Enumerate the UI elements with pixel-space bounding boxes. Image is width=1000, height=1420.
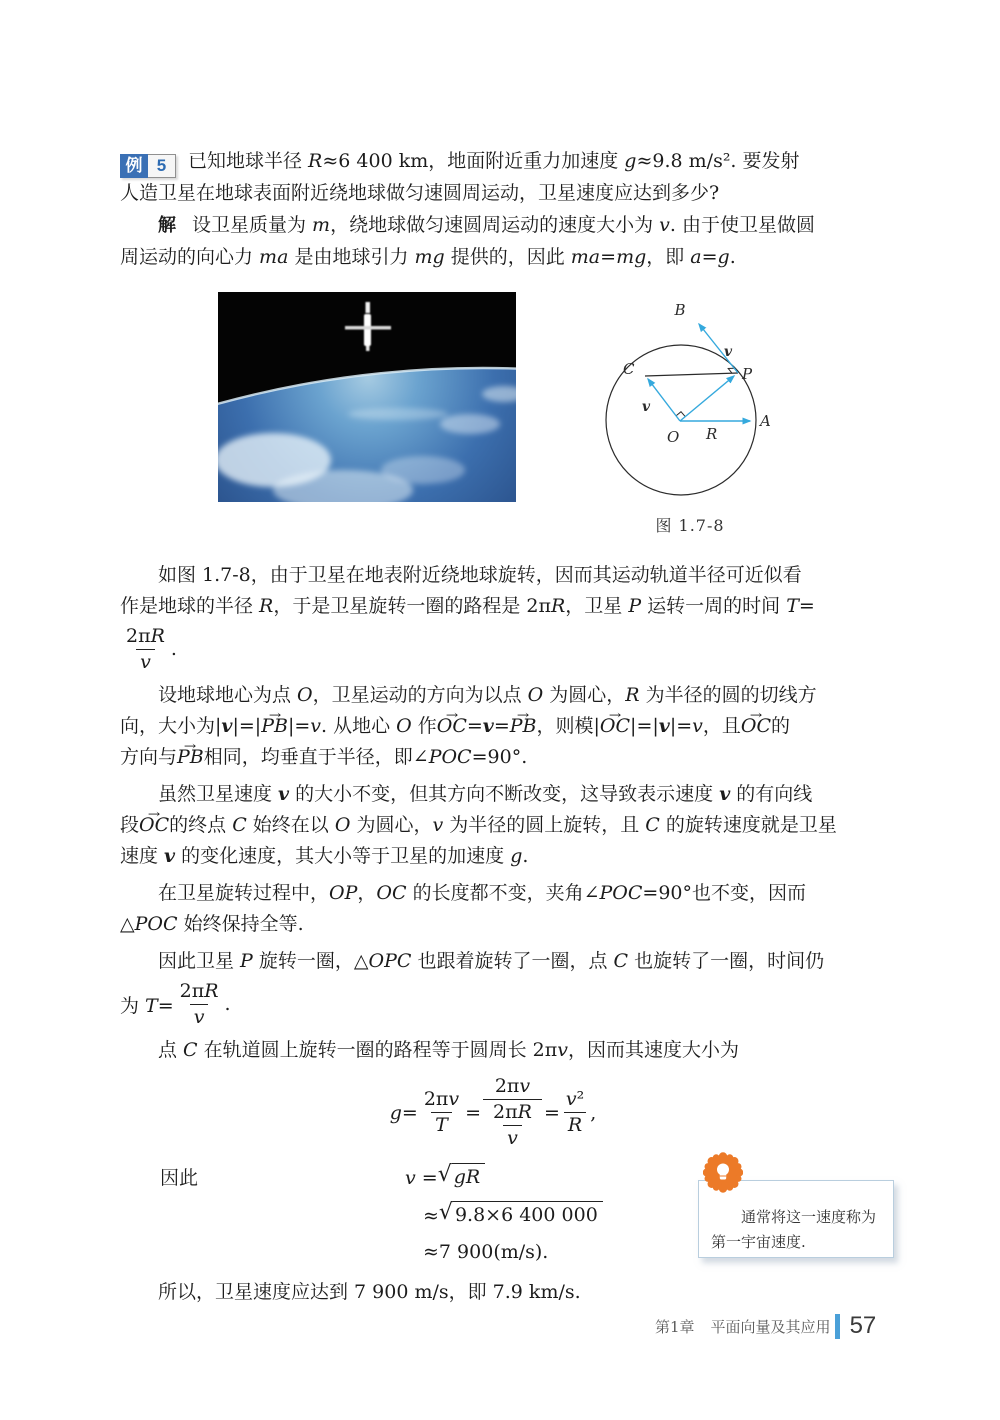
- p4-line-1: 在卫星旋转过程中，OP，OC 的长度都不变，夹角∠POC=90°也不变，因而: [158, 882, 807, 904]
- right-angle-at-P: [728, 368, 734, 373]
- chord-CP: [645, 373, 738, 376]
- footer-book-title: 平面向量及其应用: [710, 1317, 831, 1336]
- radius-vector-OP: [680, 376, 734, 421]
- label-B: B: [674, 301, 686, 319]
- formula-g: g= $\frac{2\pi v}{T}$ = $\frac{2\pi v}{\frac{2\pi R}{v}}$ = $\frac{\text{v²}}{R}$ ,: [389, 1075, 597, 1149]
- p1-line-2: 作是地球的半径 R，于是卫星旋转一圈的路程是 2πR，卫星 P 运转一周的时间 T=: [120, 595, 815, 617]
- p2-line-1: 设地球地心为点 O，卫星运动的方向为以点 O 为圆心，R 为半径的圆的切线方: [158, 684, 817, 706]
- p1-fraction-line: $\frac{2\pi R}{v}$ .: [120, 622, 890, 676]
- solution-line-2: 周运动的向心力 ma 是由地球引力 mg 提供的，因此 ma=mg，即 a=g.: [120, 246, 736, 268]
- page-footer: [655, 1312, 876, 1340]
- velocity-vector-OC: [648, 379, 680, 421]
- sqrt-9.8x6400000: √ 9.8×6 400 000: [439, 1201, 603, 1226]
- derivation-line-3: ≈7 900(m/s).: [423, 1241, 549, 1263]
- p6-line-1: 点 C 在轨道圆上旋转一圈的路程等于圆周长 2πv，因而其速度大小为: [158, 1039, 739, 1061]
- p5-fraction-line: 为 T= $\frac{2\pi R}{v}$ .: [120, 979, 231, 1028]
- p3-line-3: 速度 v 的变化速度，其大小等于卫星的加速度 g.: [120, 845, 529, 867]
- problem-text-1: 已知地球半径 R≈6 400 km，地面附近重力加速度 g≈9.8 m/s². 要发射: [188, 150, 800, 172]
- frac-v2-over-R: $\frac{\text{v²}}{R}$: [565, 1088, 585, 1136]
- example-badge: [120, 154, 176, 178]
- derivation-line-2: ≈ √ 9.8×6 400 000: [120, 1201, 890, 1231]
- p3-line-1: 虽然卫星速度 v 的大小不变，但其方向不断改变，这导致表示速度 v 的有向线: [158, 783, 813, 805]
- label-O: O: [667, 428, 680, 446]
- label-R: R: [706, 425, 718, 443]
- example-problem-line-1: [120, 145, 890, 177]
- footer-divider-bar: [835, 1314, 840, 1339]
- frac-2piv-over-2piR-over-v: $\frac{2\pi v}{\frac{2\pi R}{v}}$: [483, 1074, 542, 1151]
- right-angle-at-O: [676, 412, 686, 417]
- solution-line-1: [120, 209, 890, 241]
- solution-label: 解: [158, 215, 176, 236]
- note-text-line-1: 通常将这一速度称为: [741, 1208, 877, 1226]
- example-badge-number: 5: [148, 154, 176, 178]
- note-text-line-2: 第一宇宙速度.: [711, 1233, 806, 1251]
- label-v-tangent: v: [724, 344, 733, 360]
- derivation-line-1: 因此 v = √ gR: [120, 1163, 890, 1193]
- p4-line-2: △POC 始终保持全等.: [120, 913, 304, 935]
- example-problem-line-2: 人造卫星在地球表面附近绕地球做匀速圆周运动，卫星速度应达到多少?: [120, 182, 720, 204]
- circle-diagram: [580, 295, 800, 510]
- figure-diagram: [580, 295, 800, 545]
- figure-caption: 图 1.7-8: [655, 516, 725, 535]
- frac-2piv-over-T: $\frac{2\pi v}{T}$: [423, 1088, 460, 1136]
- footer-chapter: 第1章: [655, 1317, 695, 1336]
- sqrt-gR: √ gR: [438, 1163, 486, 1188]
- margin-note-box: [698, 1180, 894, 1258]
- fraction-T-2piR-over-v: $\frac{2\pi R}{v}$: [179, 979, 219, 1028]
- satellite-earth-photo: [218, 292, 516, 502]
- therefore-label: 因此: [160, 1167, 199, 1189]
- p2-line-3: 方向与PB →相同，均垂直于半径，即∠POC=90°.: [120, 742, 890, 773]
- satellite-earth-photo-art: [218, 292, 516, 502]
- label-P: P: [742, 365, 753, 383]
- inner-frac-2piR-over-v: $\frac{2\pi R}{v}$: [493, 1101, 532, 1149]
- label-A: A: [760, 412, 771, 430]
- example-block: [120, 145, 890, 273]
- lightbulb-badge-icon: [703, 1152, 743, 1193]
- example-badge-label: 例: [120, 154, 148, 178]
- p3-line-2: 段OC →的终点 C 始终在以 O 为圆心，v 为半径的圆上旋转，且 C 的旋转速度就是卫星: [120, 810, 890, 841]
- label-C: C: [623, 360, 635, 378]
- p2-line-2: 向，大小为|v|=|PB →|=v. 从地心 O 作OC →=v=PB →，则模|OC →|=|v|=v，且OC →的: [120, 711, 890, 742]
- p5-line-1: 因此卫星 P 旋转一圈，△OPC 也跟着旋转了一圈，点 C 也旋转了一圈，时间仍: [158, 950, 825, 972]
- fraction-2piR-over-v: $\frac{2\pi R}{v}$: [126, 624, 165, 673]
- footer-page-number: 57: [849, 1312, 877, 1339]
- label-v-oc: v: [642, 399, 651, 415]
- solution-text-1: 设卫星质量为 m，绕地球做匀速圆周运动的速度大小为 v. 由于使卫星做圆: [192, 214, 815, 236]
- conclusion-line: 所以，卫星速度应达到 7 900 m/s，即 7.9 km/s.: [158, 1281, 581, 1303]
- p1-line-1: 如图 1.7-8，由于卫星在地表附近绕地球旋转，因而其运动轨道半径可近似看: [158, 564, 802, 586]
